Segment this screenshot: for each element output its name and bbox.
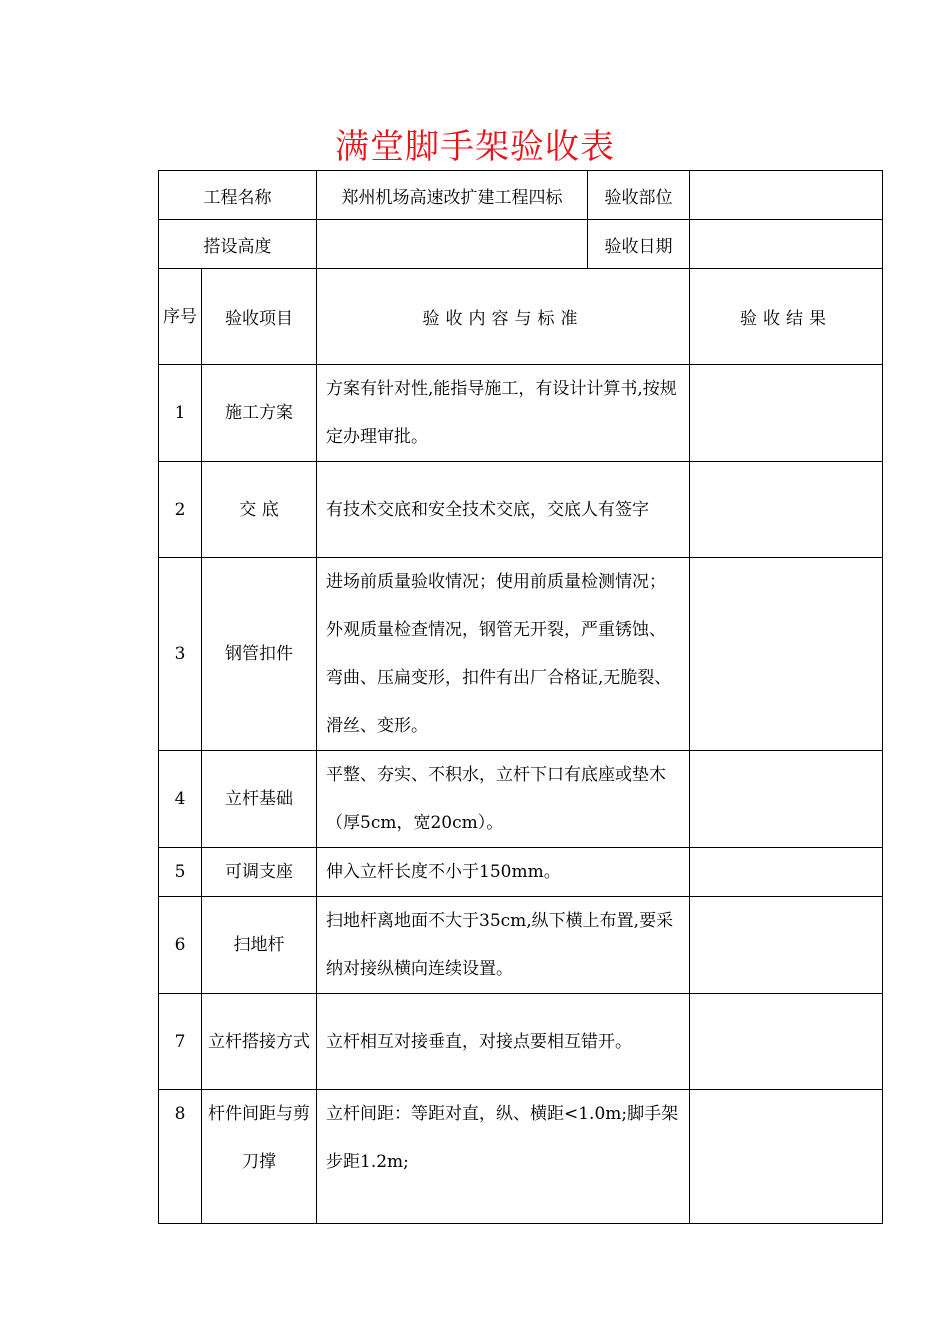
row-item: 立杆基础 [202,751,317,848]
row-seq: 5 [159,848,202,897]
row-item: 钢管扣件 [202,558,317,751]
table-row [159,365,883,462]
erection-height-label: 搭设高度 [159,220,317,269]
row-seq: 3 [159,558,202,751]
row-seq: 7 [159,994,202,1090]
row-seq: 4 [159,751,202,848]
row-result[interactable] [690,994,883,1090]
column-header-row [159,269,883,365]
table-row [159,994,883,1090]
erection-height-value[interactable] [317,220,588,269]
row-content: 有技术交底和安全技术交底，交底人有签字 [317,462,690,558]
row-item: 立杆搭接方式 [202,994,317,1090]
row-result[interactable] [690,1090,883,1224]
table-row [159,897,883,994]
row-result[interactable] [690,462,883,558]
row-result[interactable] [690,897,883,994]
row-result[interactable] [690,751,883,848]
row-item: 交 底 [202,462,317,558]
inspection-part-value[interactable] [690,171,883,220]
column-header-seq: 序号 [159,269,202,365]
column-header-result: 验收结果 [690,269,883,365]
row-item: 杆件间距与剪刀撑 [202,1090,317,1224]
row-content: 立杆相互对接垂直，对接点要相互错开。 [317,994,690,1090]
table-row [159,558,883,751]
row-seq: 6 [159,897,202,994]
header-row-project [159,171,883,220]
header-row-height [159,220,883,269]
project-name-value[interactable]: 郑州机场高速改扩建工程四标 [317,171,588,220]
row-content: 进场前质量验收情况；使用前质量检测情况；外观质量检查情况，钢管无开裂，严重锈蚀、弯曲、压扁变形，扣件有出厂合格证,无脆裂、滑丝、变形。 [317,558,690,751]
row-item: 扫地杆 [202,897,317,994]
row-result[interactable] [690,365,883,462]
table-row [159,462,883,558]
row-content: 伸入立杆长度不小于150mm。 [317,848,690,897]
inspection-date-label: 验收日期 [588,220,690,269]
row-content: 方案有针对性,能指导施工，有设计计算书,按规定办理审批。 [317,365,690,462]
inspection-part-label: 验收部位 [588,171,690,220]
table-row [159,751,883,848]
row-content: 扫地杆离地面不大于35cm,纵下横上布置,要采纳对接纵横向连续设置。 [317,897,690,994]
row-result[interactable] [690,848,883,897]
column-header-item: 验收项目 [202,269,317,365]
row-seq: 2 [159,462,202,558]
table-row [159,1090,883,1224]
row-seq: 1 [159,365,202,462]
page-title: 满堂脚手架验收表 [335,127,615,167]
row-content: 立杆间距：等距对直，纵、横距<1.0m;脚手架步距1.2m; [317,1090,690,1224]
row-item: 可调支座 [202,848,317,897]
table-row [159,848,883,897]
row-result[interactable] [690,558,883,751]
project-name-label: 工程名称 [159,171,317,220]
inspection-date-value[interactable] [690,220,883,269]
row-item: 施工方案 [202,365,317,462]
row-content: 平整、夯实、不积水，立杆下口有底座或垫木（厚5cm，宽20cm）。 [317,751,690,848]
row-seq: 8 [159,1090,202,1224]
column-header-content: 验收内容与标准 [317,269,690,365]
inspection-table [158,170,883,1224]
